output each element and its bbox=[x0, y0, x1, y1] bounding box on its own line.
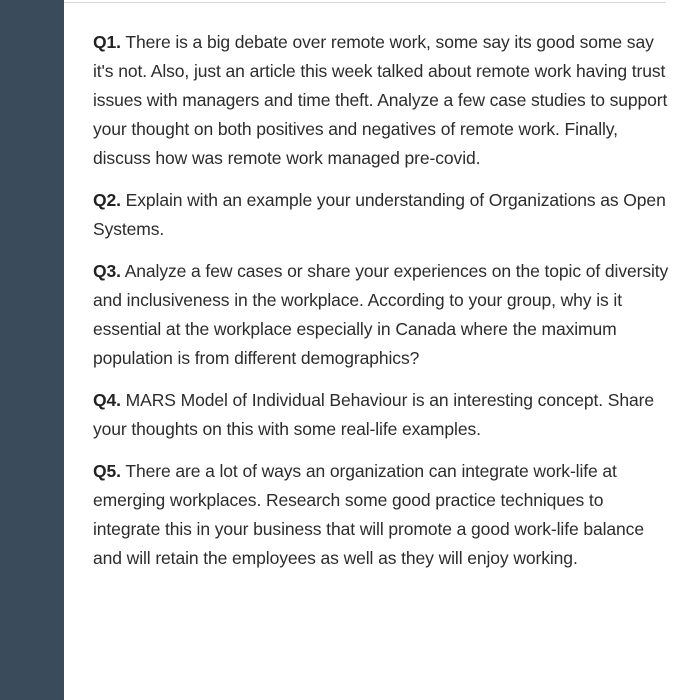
question-text: Explain with an example your understanding of Organizations as Open Systems. bbox=[93, 190, 666, 239]
top-divider bbox=[64, 2, 666, 3]
question-4 bbox=[93, 386, 673, 444]
question-3 bbox=[93, 257, 673, 373]
question-text: MARS Model of Individual Behaviour is an interesting concept. Share your thoughts on this with some real-life examples. bbox=[93, 390, 654, 439]
question-number: Q2. bbox=[93, 190, 121, 210]
question-number: Q1. bbox=[93, 32, 121, 52]
question-number: Q3. bbox=[93, 261, 121, 281]
question-text: There are a lot of ways an organization can integrate work-life at emerging workplaces. Research some good practice techniques to integrate this in your business that will promote a good work-life balance and will retain the employees as well as they will enjoy working. bbox=[93, 461, 644, 568]
question-1 bbox=[93, 28, 673, 173]
question-5 bbox=[93, 457, 673, 573]
question-number: Q4. bbox=[93, 390, 121, 410]
question-number: Q5. bbox=[93, 461, 121, 481]
question-text: Analyze a few cases or share your experiences on the topic of diversity and inclusiveness in the workplace. According to your group, why is it essential at the workplace especially in Canada where the maximum population is from different demographics? bbox=[93, 261, 669, 368]
left-sidebar bbox=[0, 0, 64, 700]
question-2 bbox=[93, 186, 673, 244]
question-text: There is a big debate over remote work, some say its good some say it's not. Also, just an article this week talked about remote work having trust issues with managers and time theft. Analyze a few case studies to support your thought on both positives and negatives of remote work. Finally, discuss how was remote work managed pre-covid. bbox=[93, 32, 668, 168]
assignment-questions bbox=[93, 28, 673, 586]
